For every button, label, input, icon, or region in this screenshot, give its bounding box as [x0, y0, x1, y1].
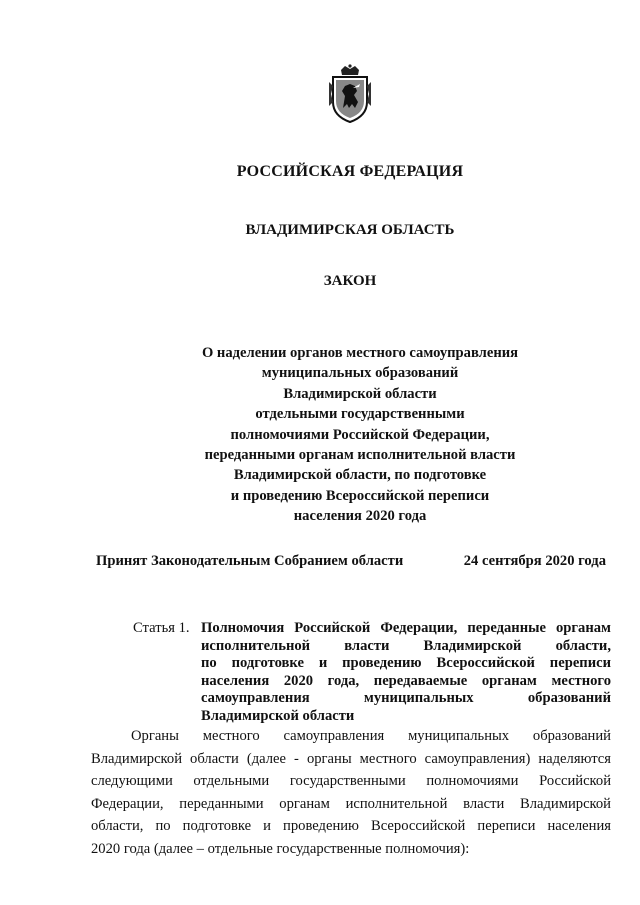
- law-title-line: населения 2020 года: [293, 508, 427, 525]
- law-title-line: полномочиями Российской Федерации,: [230, 426, 490, 443]
- law-title-line: отдельными государственными: [255, 406, 465, 423]
- body-line: области, по подготовке и проведению Всероссийской переписи населения: [91, 818, 611, 835]
- adopted-by: Принят Законодательным Собранием области: [96, 553, 404, 569]
- article-1-body: [91, 725, 611, 861]
- region-heading: ВЛАДИМИРСКАЯ ОБЛАСТЬ: [245, 222, 455, 238]
- article-title-line: исполнительной власти Владимирской области,: [201, 637, 611, 654]
- law-title-line: и проведению Всероссийской переписи: [230, 487, 490, 504]
- law-title-line: переданными органам исполнительной власти: [204, 447, 516, 464]
- law-title-line: О наделении органов местного самоуправления: [201, 345, 519, 361]
- article-title-line: по подготовке и проведению Всероссийской переписи: [201, 655, 611, 672]
- body-line: Федерации, переданными органам исполнительной власти Владимирской: [91, 795, 611, 812]
- article-title-line: населения 2020 года, передаваемые органам местного: [201, 672, 611, 689]
- body-line: Органы местного самоуправления муниципальных образований: [131, 728, 611, 744]
- article-title-line: Полномочия Российской Федерации, переданные органам: [201, 620, 611, 636]
- document-type-heading: ЗАКОН: [323, 273, 377, 289]
- body-line: 2020 года (далее – отдельные государственные полномочия):: [91, 840, 470, 857]
- article-label: Статья 1.: [133, 620, 190, 636]
- coat-of-arms-icon: [327, 64, 373, 124]
- article-title-line: самоуправления муниципальных образований: [201, 690, 611, 707]
- article-title-line: Владимирской области: [201, 707, 355, 724]
- article-title: [201, 620, 611, 726]
- law-title-line: муниципальных образований: [261, 365, 459, 382]
- body-line: Владимирской области (далее - органы местного самоуправления) наделяются: [91, 750, 611, 767]
- adoption-date: 24 сентября 2020 года: [463, 553, 606, 569]
- law-title-line: Владимирской области, по подготовке: [233, 467, 487, 484]
- body-line: следующими отдельными государственными полномочиями Российской: [91, 773, 611, 790]
- country-heading: РОССИЙСКАЯ ФЕДЕРАЦИЯ: [236, 163, 464, 180]
- law-title: [95, 343, 625, 527]
- law-title-line: Владимирской области: [283, 385, 437, 402]
